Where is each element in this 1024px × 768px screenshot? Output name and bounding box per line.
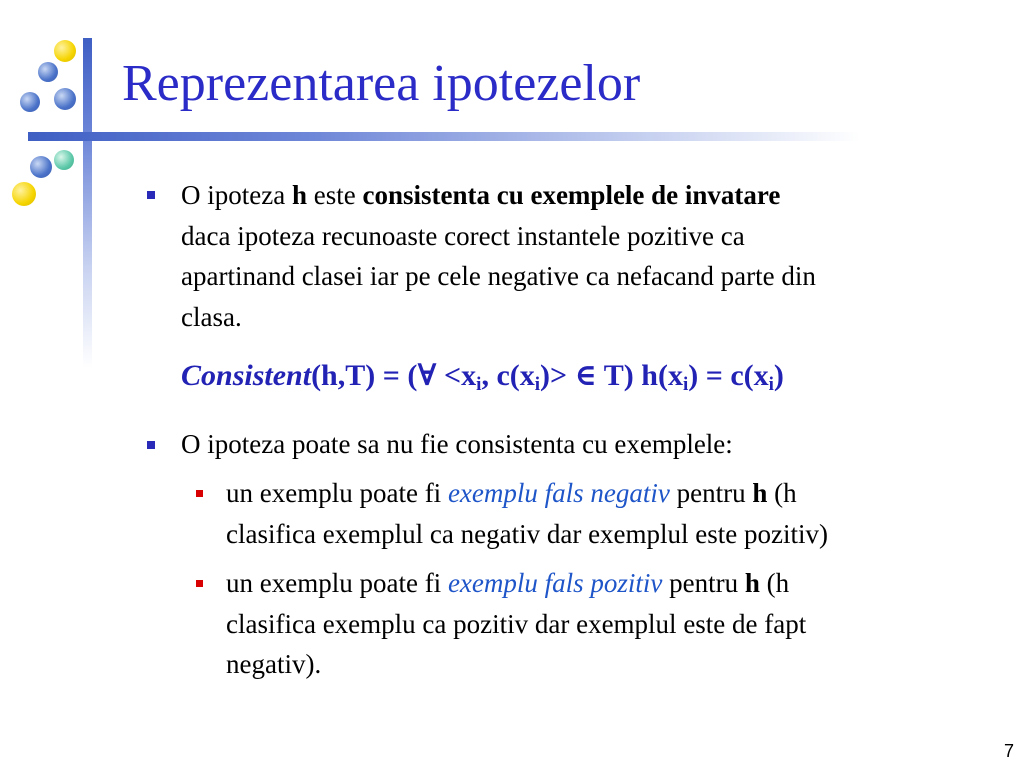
sub-bullet-marker [196, 490, 203, 497]
sub-bullet-false-negative [226, 473, 1016, 554]
text-run: O ipoteza [181, 180, 292, 210]
hypothesis-symbol: h [744, 568, 760, 598]
subscript: i [476, 374, 482, 395]
horizontal-rule [28, 132, 860, 141]
bold-phrase: consistenta cu exemplele de invatare [362, 180, 781, 210]
formula-part: ) = c(x [688, 359, 769, 392]
teal-dot-icon [54, 150, 74, 170]
text-run: un exemplu poate fi [226, 568, 448, 598]
text-line: apartinand clasei iar pe cele negative ca nefacand parte din [181, 261, 816, 291]
text-line: negativ). [226, 649, 322, 679]
yellow-dot-icon [12, 182, 36, 206]
page-number: 7 [1003, 741, 1014, 761]
bullet-marker [147, 191, 155, 199]
text-run: un exemplu poate fi [226, 478, 448, 508]
bullet-inconsistency: O ipoteza poate sa nu fie consistenta cu exemplele: [181, 429, 733, 459]
text-run: este [306, 180, 363, 210]
bullet-consistency-definition [181, 175, 1001, 337]
text-line: clasifica exemplul ca negativ dar exemplul este pozitiv) [226, 518, 829, 549]
text-line: clasifica exemplu ca pozitiv dar exemplul este de fapt [226, 608, 807, 639]
formula-part: )> ∈ T) h(x [540, 359, 683, 392]
blue-dot-icon [20, 92, 40, 112]
sub-bullet-false-positive [226, 563, 1016, 685]
blue-dot-icon [30, 156, 52, 178]
vertical-rule [83, 38, 92, 368]
subscript: i [682, 374, 689, 395]
hypothesis-symbol: h [291, 180, 307, 210]
hypothesis-symbol: h [752, 478, 768, 508]
formula-part: (h,T) = (∀ <x [311, 359, 477, 392]
text-run: (h [767, 478, 797, 508]
text-line: clasa. [181, 301, 242, 332]
formula-part: , c(x [481, 359, 535, 392]
formula-name: Consistent [181, 359, 312, 392]
blue-dot-icon [38, 62, 58, 82]
text-run: pentru [662, 568, 745, 598]
term-false-negative: exemplu fals negativ [447, 478, 670, 508]
subscript: i [768, 374, 774, 395]
text-line: daca ipoteza recunoaste corect instantele pozitive ca [181, 220, 745, 251]
consistency-formula [181, 356, 784, 396]
bullet-marker [147, 441, 155, 449]
text-run: pentru [669, 478, 753, 508]
sub-bullet-marker [196, 580, 203, 587]
term-false-positive: exemplu fals pozitiv [447, 568, 663, 598]
yellow-dot-icon [54, 40, 76, 62]
formula-part: ) [773, 359, 784, 392]
blue-dot-icon [54, 88, 76, 110]
slide-title: Reprezentarea ipotezelor [122, 55, 641, 112]
subscript: i [534, 374, 541, 395]
text-run: (h [759, 568, 790, 598]
